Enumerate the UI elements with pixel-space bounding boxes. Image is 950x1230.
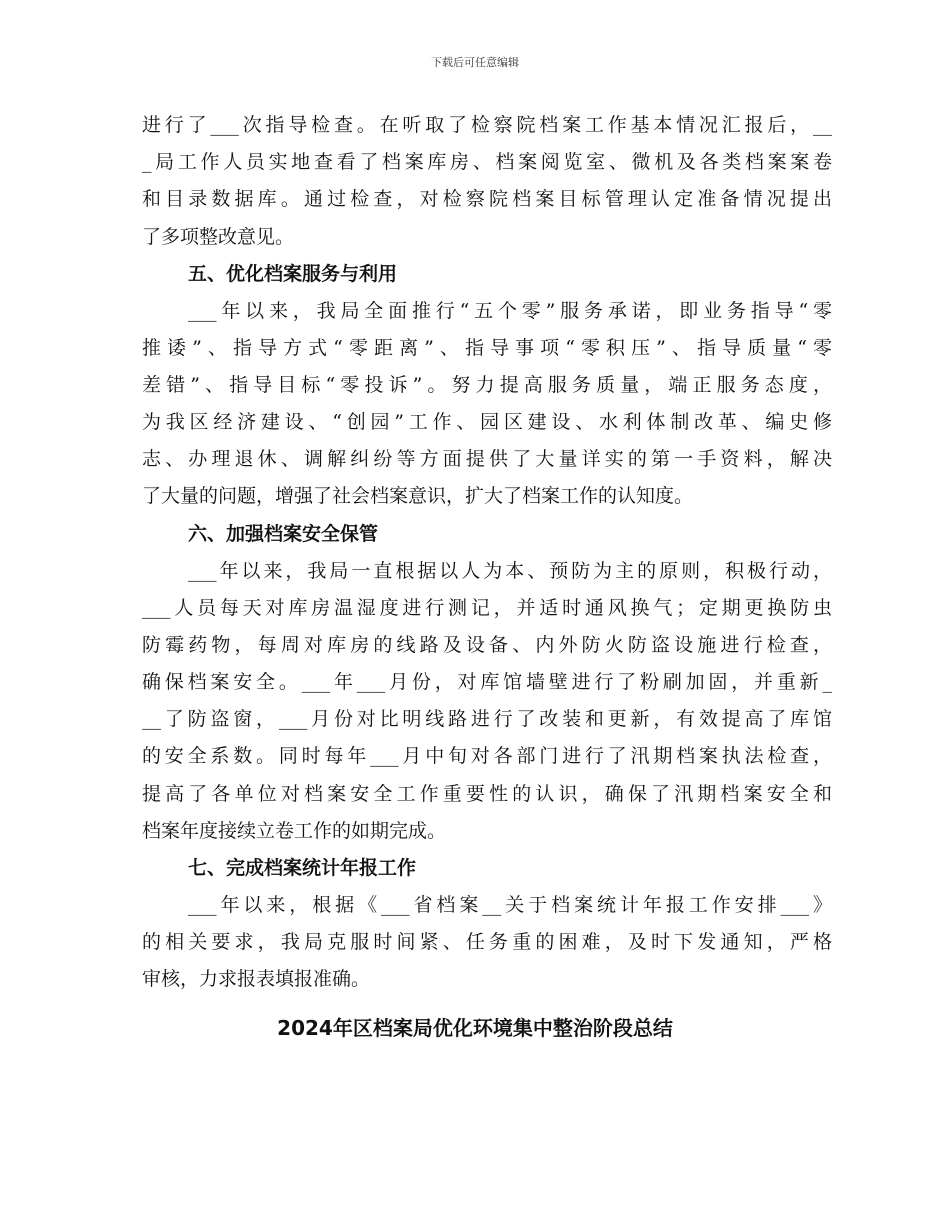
body-line: 了大量的问题，增强了社会档案意识，扩大了档案工作的认知度。 [142, 485, 694, 507]
body-line: 了多项整改意见。 [142, 226, 295, 248]
body-line: __了防盗窗，___月份对比明线路进行了改装和更新，有效提高了库馆 [142, 708, 832, 730]
body-line: ___年以来，我局全面推行“五个零”服务承诺，即业务指导“零 [188, 300, 832, 322]
body-line: 推诿”、指导方式“零距离”、指导事项“零积压”、指导质量“零 [142, 337, 832, 359]
body-line: 防霉药物，每周对库房的线路及设备、内外防火防盗设施进行检查， [142, 634, 832, 656]
body-line: 差错”、指导目标“零投诉”。努力提高服务质量，端正服务态度， [142, 374, 832, 396]
body-line: _局工作人员实地查看了档案库房、档案阅览室、微机及各类档案案卷 [142, 151, 832, 173]
header-note: 下载后可任意编辑 [431, 56, 519, 69]
body-line: 档案年度接续立卷工作的如期完成。 [142, 820, 447, 842]
body-line: ___年以来，根据《___省档案__关于档案统计年报工作安排___》 [188, 894, 832, 916]
body-line: 为我区经济建设、“创园”工作、园区建设、水利体制改革、编史修 [142, 411, 832, 433]
body-line: 的相关要求，我局克服时间紧、任务重的困难，及时下发通知，严格 [142, 931, 832, 953]
body-line: 审核，力求报表填报准确。 [142, 968, 371, 990]
body-line: 和目录数据库。通过检查，对检察院档案目标管理认定准备情况提出 [142, 188, 832, 210]
body-line: ___人员每天对库房温湿度进行测记，并适时通风换气；定期更换防虫 [142, 597, 832, 619]
section-heading-7: 七、完成档案统计年报工作 [188, 857, 417, 879]
body-line: 提高了各单位对档案安全工作重要性的认识，确保了汛期档案安全和 [142, 783, 832, 805]
body-line: 进行了___次指导检查。在听取了检察院档案工作基本情况汇报后，__ [142, 114, 832, 136]
section-heading-6: 六、加强档案安全保管 [188, 523, 379, 545]
body-line: 确保档案安全。___年___月份，对库馆墙壁进行了粉刷加固，并重新_ [142, 671, 832, 693]
section-heading-5: 五、优化档案服务与利用 [188, 263, 398, 285]
document-title: 2024年区档案局优化环境集中整治阶段总结 [277, 1016, 673, 1040]
body-line: ___年以来，我局一直根据以人为本、预防为主的原则，积极行动， [188, 560, 832, 582]
body-line: 志、办理退休、调解纠纷等方面提供了大量详实的第一手资料，解决 [142, 448, 832, 470]
body-line: 的安全系数。同时每年___月中旬对各部门进行了汛期档案执法检查， [142, 745, 832, 767]
